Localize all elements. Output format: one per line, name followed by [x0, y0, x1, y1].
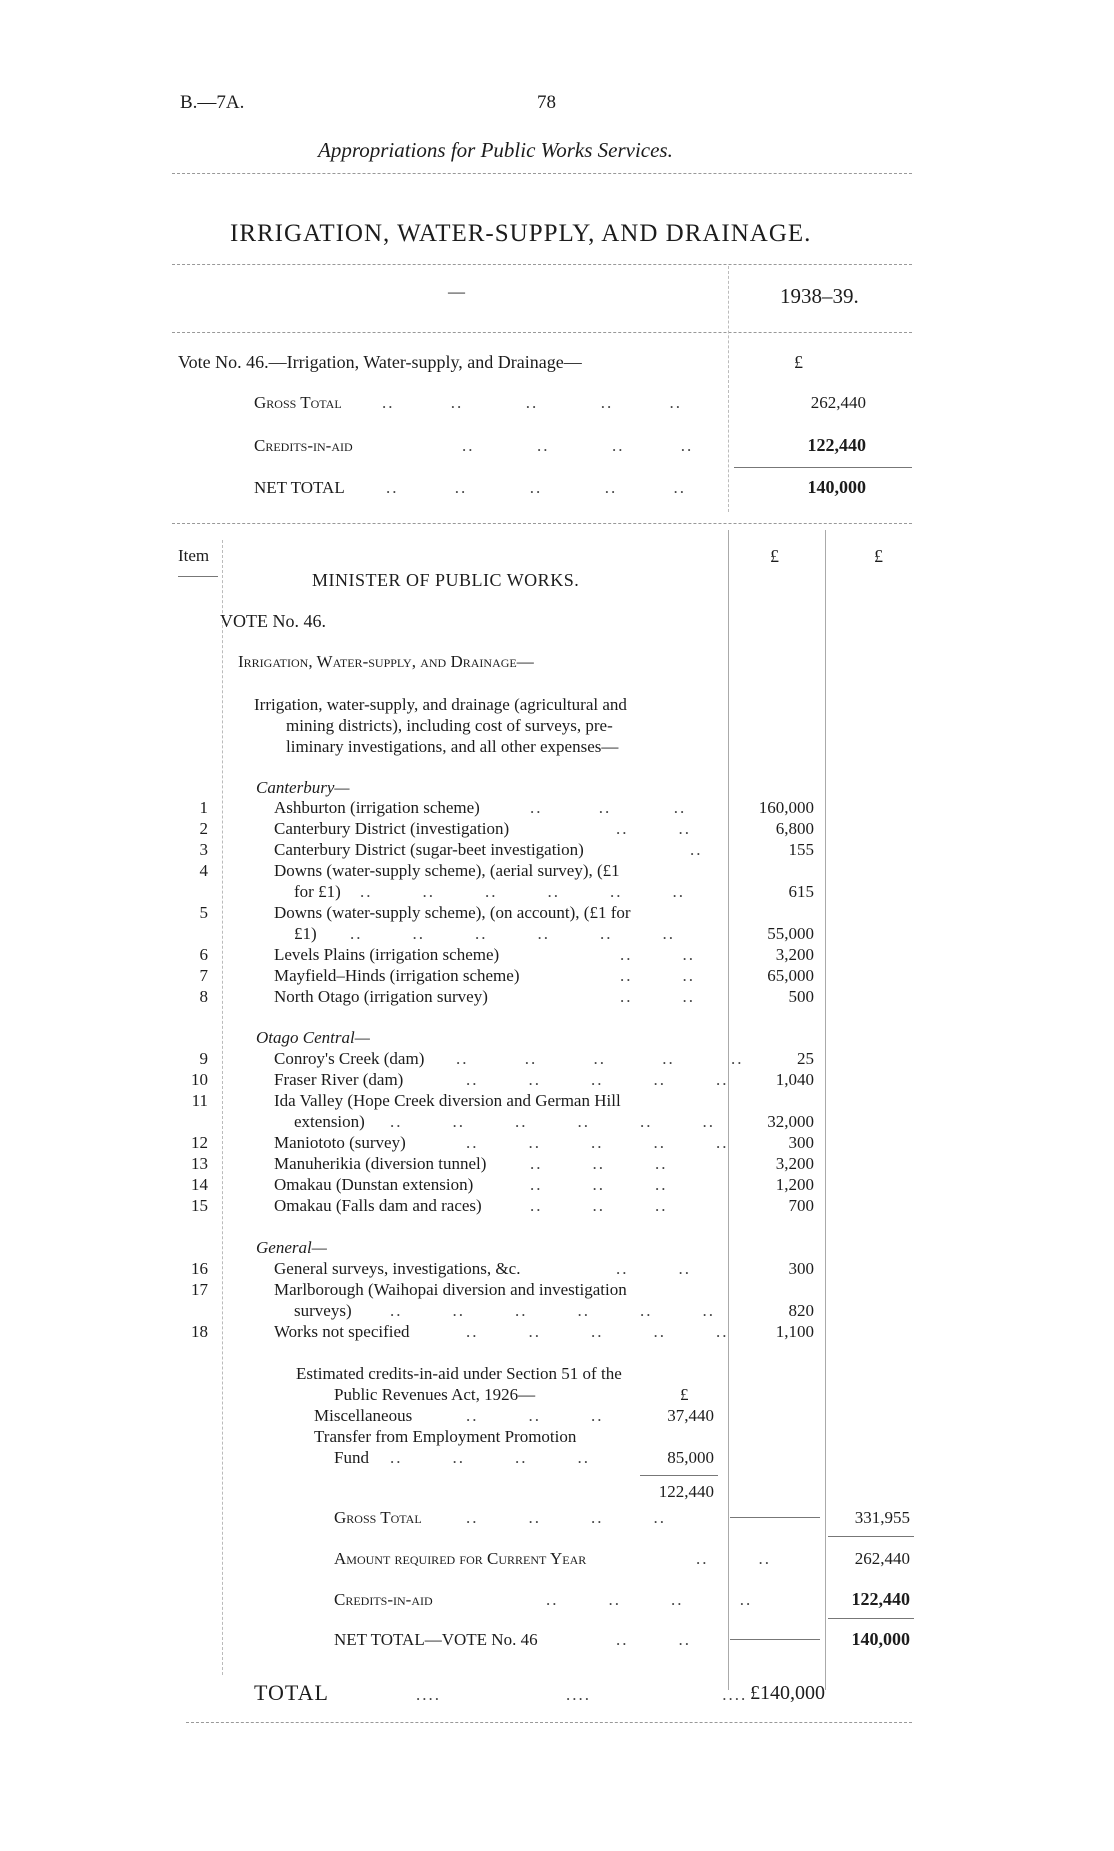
header-rule: [172, 173, 912, 174]
item-description: £1): [294, 924, 317, 943]
item-description: Omakau (Dunstan extension): [274, 1175, 474, 1194]
item-description: Conroy's Creek (dam): [274, 1049, 425, 1068]
item-amount: 3,200: [775, 945, 814, 964]
summary-gross-label: Gross Total: [254, 393, 342, 412]
item-amount: 500: [788, 987, 814, 1006]
bottom-rule: [186, 1722, 912, 1723]
minister-heading: MINISTER OF PUBLIC WORKS.: [312, 570, 580, 590]
item-column-rule: [222, 540, 223, 1675]
section-title: IRRIGATION, WATER-SUPPLY, AND DRAINAGE.: [230, 220, 812, 247]
item-amount: 32,000: [767, 1112, 814, 1131]
amount-currency: £: [770, 546, 779, 566]
item-amount: 160,000: [758, 798, 814, 817]
summary-header-rule: [172, 332, 912, 333]
summary-net-label: NET TOTAL: [254, 478, 345, 497]
gross-total-amount: 331,955: [854, 1508, 910, 1527]
grand-total-label: TOTAL: [254, 1680, 329, 1705]
group-heading-otago-central: Otago Central—: [256, 1028, 370, 1047]
credits-subtotal-rule: [640, 1475, 718, 1476]
item-description: Maniototo (survey): [274, 1133, 406, 1152]
summary-column-rule: [728, 266, 729, 512]
item-description: Manuherikia (diversion tunnel): [274, 1154, 487, 1173]
grand-total-amount: £140,000: [750, 1682, 825, 1704]
vote-heading: VOTE No. 46.: [220, 611, 326, 631]
item-description: Levels Plains (irrigation scheme): [274, 945, 500, 964]
item-number: 9: [199, 1049, 208, 1068]
item-description: Marlborough (Waihopai diversion and investigation: [274, 1280, 627, 1299]
item-number: 6: [199, 945, 208, 964]
summary-credits-amount: 122,440: [807, 435, 866, 455]
item-description: extension): [294, 1112, 365, 1131]
item-number: 12: [191, 1133, 208, 1152]
item-amount: 300: [788, 1133, 814, 1152]
item-description: General surveys, investigations, &c.: [274, 1259, 521, 1278]
item-header: Item: [178, 546, 210, 565]
page-number: 78: [537, 92, 556, 113]
item-amount: 65,000: [767, 966, 814, 985]
item-description: for £1): [294, 882, 341, 901]
item-amount: 820: [788, 1301, 814, 1320]
description-line: Irrigation, water-supply, and drainage (agricultural and: [254, 695, 627, 714]
summary-gross-amount: 262,440: [810, 393, 866, 412]
item-number: 17: [191, 1280, 208, 1299]
item-number: 11: [191, 1091, 208, 1110]
item-number: 14: [191, 1175, 208, 1194]
item-description: surveys): [294, 1301, 352, 1320]
item-amount: 25: [797, 1049, 814, 1068]
irrigation-heading: Irrigation, Water-supply, and Drainage—: [238, 652, 534, 671]
item-description: Downs (water-supply scheme), (aerial survey), (£1: [274, 861, 620, 880]
item-amount: 1,200: [775, 1175, 814, 1194]
item-number: 5: [199, 903, 208, 922]
gross-total-label: Gross Total: [334, 1508, 422, 1527]
summary-subtotal-rule: [734, 467, 912, 468]
item-amount: 1,040: [775, 1070, 814, 1089]
item-description: Canterbury District (investigation): [274, 819, 510, 838]
document-ref: B.—7A.: [180, 92, 245, 113]
item-amount: 155: [788, 840, 814, 859]
credits-transfer-amount: 85,000: [667, 1448, 714, 1467]
item-description: Ashburton (irrigation scheme): [274, 798, 480, 817]
summary-currency: £: [794, 352, 803, 372]
summary-net-amount: 140,000: [807, 477, 866, 497]
item-description: Fraser River (dam): [274, 1070, 404, 1089]
item-amount: 1,100: [775, 1322, 814, 1341]
gross-total-leader-rule: [730, 1517, 820, 1518]
item-description: North Otago (irrigation survey): [274, 987, 488, 1006]
item-amount: 700: [788, 1196, 814, 1215]
item-number: 18: [191, 1322, 208, 1341]
credits-note-line: Estimated credits-in-aid under Section 51 of the: [296, 1364, 622, 1383]
item-number: 8: [199, 987, 208, 1006]
credits-in-aid-rule: [828, 1618, 914, 1619]
item-number: 1: [199, 798, 208, 817]
summary-dash: —: [448, 282, 465, 301]
item-number: 16: [191, 1259, 208, 1278]
total-column-rule: [825, 530, 826, 1690]
credits-total-amount: 122,440: [658, 1482, 714, 1501]
item-number: 15: [191, 1196, 208, 1215]
page-subtitle: Appropriations for Public Works Services.: [318, 138, 673, 162]
item-number: 4: [199, 861, 208, 880]
net-total-amount: 140,000: [851, 1629, 910, 1649]
item-amount: 615: [788, 882, 814, 901]
item-description: Mayfield–Hinds (irrigation scheme): [274, 966, 520, 985]
description-line: liminary investigations, and all other expenses—: [286, 737, 619, 756]
vote-label: Vote No. 46.—Irrigation, Water-supply, and Drainage—: [178, 352, 582, 372]
credits-in-aid-amount: 122,440: [851, 1589, 910, 1609]
description-line: mining districts), including cost of surveys, pre-: [286, 716, 613, 735]
item-header-rule: [178, 576, 218, 577]
summary-bottom-rule: [172, 523, 912, 524]
credits-misc-label: Miscellaneous: [314, 1406, 413, 1425]
total-currency: £: [874, 546, 883, 566]
net-total-label: NET TOTAL—VOTE No. 46: [334, 1630, 538, 1649]
title-rule: [172, 264, 912, 265]
credits-note-currency: £: [680, 1385, 689, 1404]
item-description: Omakau (Falls dam and races): [274, 1196, 482, 1215]
credits-misc-amount: 37,440: [667, 1406, 714, 1425]
summary-year: 1938–39.: [780, 284, 859, 308]
net-total-leader-rule: [730, 1639, 820, 1640]
current-year-amount: 262,440: [854, 1549, 910, 1568]
item-description: Downs (water-supply scheme), (on account), (£1 for: [274, 903, 631, 922]
credits-transfer-label: Transfer from Employment Promotion: [314, 1427, 577, 1446]
item-description: Canterbury District (sugar-beet investigation): [274, 840, 584, 859]
item-description: Works not specified: [274, 1322, 410, 1341]
item-description: Ida Valley (Hope Creek diversion and German Hill: [274, 1091, 621, 1110]
item-amount: 55,000: [767, 924, 814, 943]
item-amount: 6,800: [775, 819, 814, 838]
item-number: 3: [199, 840, 208, 859]
credits-in-aid-label: Credits-in-aid: [334, 1590, 433, 1609]
summary-credits-label: Credits-in-aid: [254, 436, 353, 455]
current-year-label: Amount required for Current Year: [334, 1549, 587, 1568]
amount-column-rule: [728, 530, 729, 1690]
credits-transfer-label: Fund: [334, 1448, 369, 1467]
item-number: 13: [191, 1154, 208, 1173]
item-number: 2: [199, 819, 208, 838]
item-amount: 300: [788, 1259, 814, 1278]
item-amount: 3,200: [775, 1154, 814, 1173]
credits-note-line: Public Revenues Act, 1926—: [334, 1385, 536, 1404]
item-number: 10: [191, 1070, 208, 1089]
item-number: 7: [199, 966, 208, 985]
gross-total-rule: [828, 1536, 914, 1537]
group-heading-general: General—: [256, 1238, 327, 1257]
group-heading-canterbury: Canterbury—: [256, 778, 350, 797]
